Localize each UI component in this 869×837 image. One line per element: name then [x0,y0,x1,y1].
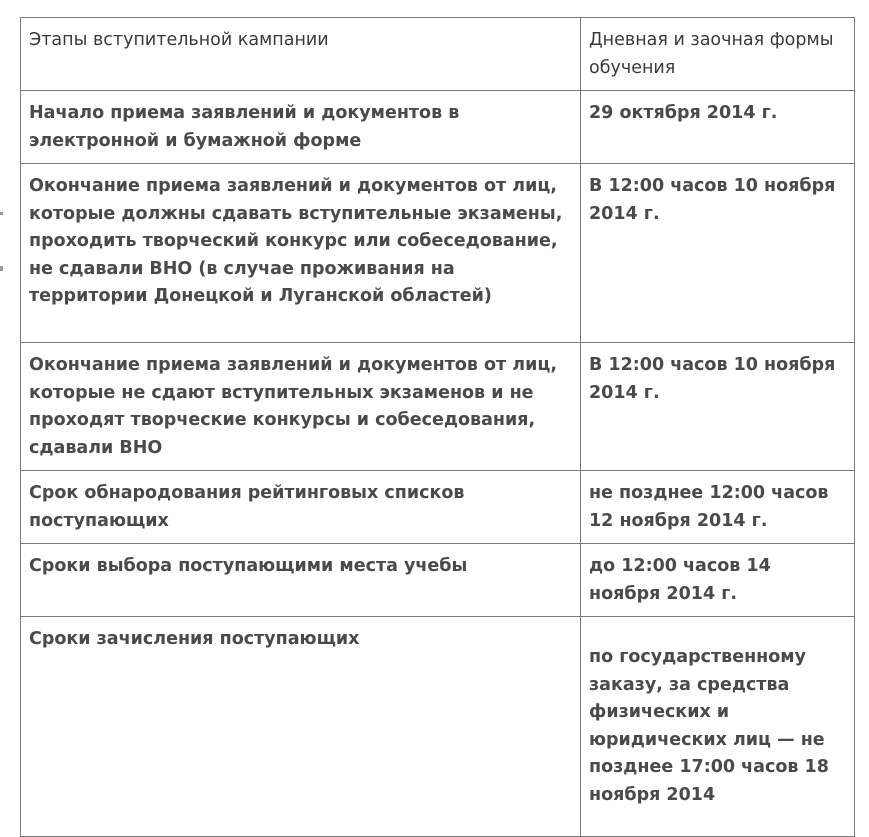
table-row [21,544,855,617]
date-cell: 29 октября 2014 г. [581,91,855,164]
table-header-row [21,18,855,91]
date-cell: В 12:00 часов 10 ноября 2014 г. [581,343,855,471]
table-row [21,164,855,343]
table-row [21,617,855,837]
date-cell: не позднее 12:00 часов 12 ноября 2014 г. [581,471,855,544]
header-stage-cell: Этапы вступительной кампании [21,18,581,91]
header-form-cell: Дневная и заочная формы обучения [581,18,855,91]
admission-schedule-table [20,17,855,837]
table-row [21,471,855,544]
table-row [21,91,855,164]
date-cell: В 12:00 часов 10 ноября 2014 г. [581,164,855,343]
stage-cell: Окончание приема заявлений и документов от лиц, которые не сдают вступительных экзаменов и не проходят творческие конкурсы и собеседования, сдавали ВНО [21,343,581,471]
date-cell-wrapper [581,617,855,837]
table-row [21,343,855,471]
left-edge-mark-1 [0,212,3,215]
stage-cell: Окончание приема заявлений и документов от лиц, которые должны сдавать вступительные экзамены, проходить творческий конкурс или собеседование, не сдавали ВНО (в случае проживания на территории Донецкой и Луганской областей) [21,164,581,343]
date-cell: по государственному заказу, за средства физических и юридических лиц — не позднее 17:00 часов 18 ноября 2014 [589,647,829,805]
stage-cell: Сроки зачисления поступающих [21,617,581,837]
stage-cell: Сроки выбора поступающими места учебы [21,544,581,617]
stage-cell: Срок обнародования рейтинговых списков поступающих [21,471,581,544]
date-cell: до 12:00 часов 14 ноября 2014 г. [581,544,855,617]
stage-cell: Начало приема заявлений и документов в электронной и бумажной форме [21,91,581,164]
left-edge-mark-2 [0,266,3,271]
